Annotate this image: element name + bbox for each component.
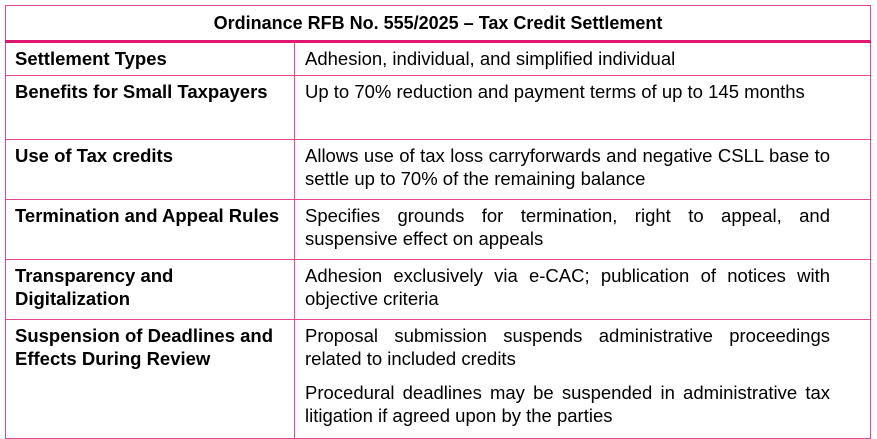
row-value-text: Up to 70% reduction and payment terms of up to 145 months: [305, 81, 805, 102]
title-row: [6, 6, 871, 42]
row-label: Suspension of Deadlines and Effects During Review: [6, 320, 295, 439]
row-label: Benefits for Small Taxpayers: [6, 76, 295, 140]
table-row: [6, 42, 871, 76]
row-label: Settlement Types: [6, 42, 295, 76]
row-value: [295, 260, 871, 320]
row-value: [295, 42, 871, 76]
settlement-table: [5, 5, 871, 439]
row-value-text: Specifies grounds for termination, right to appeal, and suspensive effect on appeals: [305, 205, 831, 249]
row-value: [295, 140, 871, 200]
row-value: [295, 200, 871, 260]
row-value: [295, 76, 871, 140]
table-title: Ordinance RFB No. 555/2025 – Tax Credit Settlement: [6, 6, 871, 42]
row-value-text: Proposal submission suspends administrative proceedings related to included credits: [305, 325, 831, 369]
table-row: [6, 140, 871, 200]
row-label: Use of Tax credits: [6, 140, 295, 200]
table-row: [6, 200, 871, 260]
row-value-text: Procedural deadlines may be suspended in administrative tax litigation if agreed upon by the parties: [305, 382, 831, 426]
row-label: Termination and Appeal Rules: [6, 200, 295, 260]
row-value: [295, 320, 871, 439]
table-row: [6, 76, 871, 140]
row-value-text: Adhesion exclusively via e-CAC; publication of notices with objective criteria: [305, 265, 831, 309]
row-value-text: Allows use of tax loss carryforwards and negative CSLL base to settle up to 70% of the remaining balance: [305, 145, 831, 189]
table-row: [6, 320, 871, 439]
row-label: Transparency and Digitalization: [6, 260, 295, 320]
row-value-text: Adhesion, individual, and simplified individual: [305, 48, 676, 69]
table-row: [6, 260, 871, 320]
